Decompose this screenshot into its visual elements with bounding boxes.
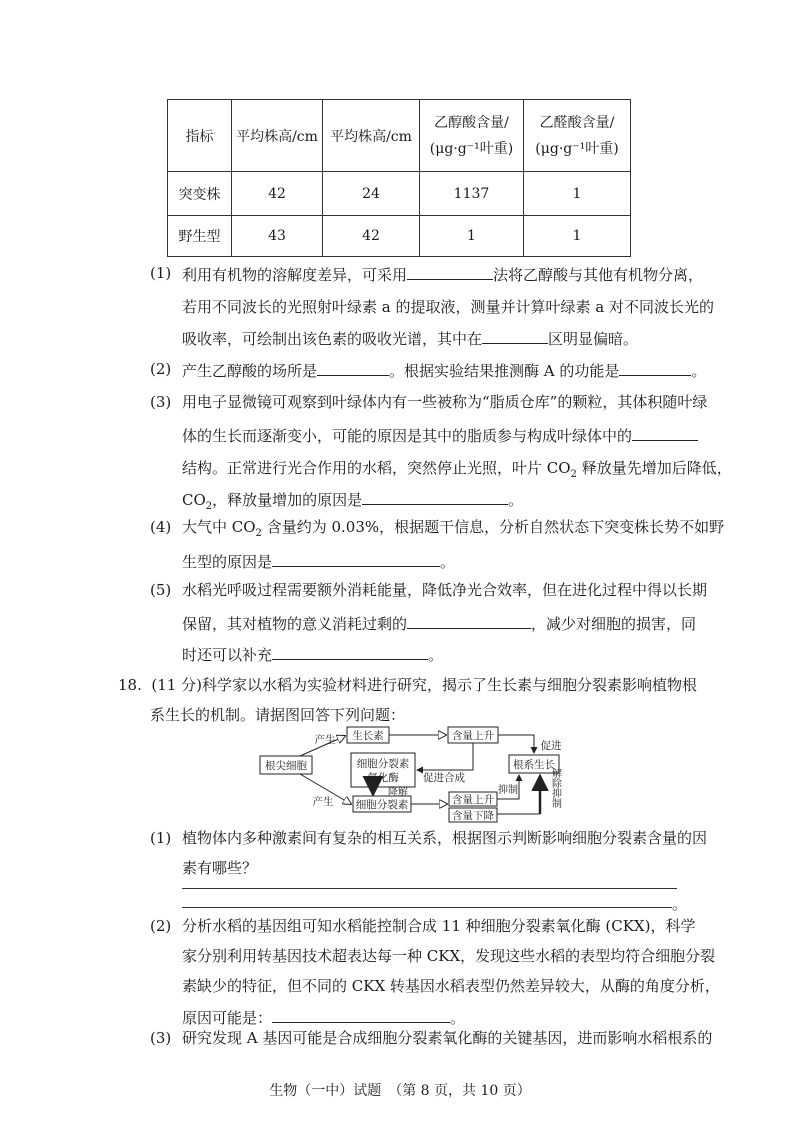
promote-synth-arrow (417, 743, 473, 770)
header-height-1: 平均株高/cm (232, 100, 323, 172)
q18-stem-line2: 系生长的机制。请据图回答下列问题： (150, 706, 406, 724)
produce-label-1: 产生 (314, 734, 336, 746)
q17-p4-line1: 大气中 $CO_2$ 含量约为 0.03%，根据题干信息，分析自然状态下突变株长势不如野 (182, 518, 725, 539)
q18-p3-line1: 研究发现 A 基因可能是合成细胞分裂素氧化酶的关键基因，进而影响水稻根系的 (182, 1029, 713, 1047)
q17-p1-line3: 吸收率，可绘制出该色素的吸收光谱，其中在 区明显偏暗。 (182, 327, 638, 349)
hormone-diagram (255, 722, 575, 832)
q17-p3-line4: $CO_2$，释放量增加的原因是 。 (182, 488, 523, 517)
q18-p2-line3: 素缺少的特征，但不同的 CKX 转基因水稻表型仍然差异较大，从酶的角度分析， (182, 977, 720, 995)
promote-label: 促进 (540, 740, 562, 752)
q18-p2-line2: 家分别利用转基因技术超表达每一种 CKX，发现这些水稻的表型均符合细胞分裂 (182, 947, 716, 965)
q17-p2-line: 产生乙醇酸的场所是 。根据实验结果推测酶 A 的功能是 。 (182, 359, 706, 381)
q18-p2-line4-text: 原因可能是： 。 (182, 1006, 465, 1028)
answer-blank[interactable] (272, 643, 428, 660)
q17-p3-num: (3) (150, 393, 172, 411)
q18-p2-num: (2) (150, 917, 172, 935)
promote-synth-label: 促进合成 (423, 772, 465, 784)
table-cell: 43 (232, 216, 323, 257)
q18-p1-end: 。 (672, 895, 688, 913)
q17-p5-line2: 保留，其对植物的意义消耗过剩的 ，减少对细胞的损害，同 (182, 612, 696, 634)
q18-p3-num: (3) (150, 1029, 172, 1047)
q18-p1-num: (1) (150, 829, 172, 847)
header-glycolate: 乙醇酸含量/ (μg·g⁻¹叶重) (420, 100, 524, 172)
auxin-label: 生长素 (352, 730, 384, 742)
data-table (167, 99, 631, 257)
produce-label-2: 产生 (312, 796, 334, 808)
promote-arrow (498, 735, 534, 753)
content-up-label-1: 含量上升 (452, 730, 494, 742)
root-growth-label: 根系生长 (513, 759, 555, 771)
q17-p5-num: (5) (150, 581, 172, 599)
q17-p5-line1: 水稻光呼吸过程需要额外消耗能量，降低净光合效率，但在进化过程中得以长期 (182, 581, 708, 599)
q17-p3-line3: 结构。正常进行光合作用的水稻，突然停止光照，叶片 $CO_2$ 释放量先增加后降低， (182, 459, 732, 480)
q17-p2-num: (2) (150, 360, 172, 378)
table-row (168, 172, 631, 216)
table-cell: 1 (524, 172, 631, 216)
q18-p1-line1: 植物体内多种激素间有复杂的相互关系，根据图示判断影响细胞分裂素含量的因 (182, 829, 708, 847)
root-cell-label: 根尖细胞 (265, 760, 307, 772)
answer-blank[interactable] (407, 263, 493, 280)
table-cell: 24 (323, 172, 420, 216)
header-indicator: 指标 (168, 100, 232, 172)
answer-blank[interactable] (272, 1006, 450, 1023)
ckx-label-1: 细胞分裂素 (356, 758, 410, 770)
degrade-label: 降解 (388, 787, 408, 798)
table-cell: 野生型 (168, 216, 232, 257)
q17-p3-line2: 体的生长而逐渐变小，可能的原因是其中的脂质参与构成叶绿体中的 (182, 424, 698, 446)
table-row (168, 216, 631, 257)
answer-line[interactable] (182, 888, 677, 889)
table-cell: 42 (323, 216, 420, 257)
answer-line[interactable] (182, 907, 672, 908)
release-inhibit-label: 解除抑制 (549, 768, 561, 808)
table-cell: 1 (524, 216, 631, 257)
q17-p3-line1: 用电子显微镜可观察到叶绿体内有一些被称为“脂质仓库”的颗粒，其体积随叶绿 (182, 393, 708, 411)
q17-p1-line2: 若用不同波长的光照射叶绿素 a 的提取液，测量并计算叶绿素 a 对不同波长光的 (182, 298, 714, 316)
q17-p1-num: (1) (150, 264, 172, 282)
inhibit-label: 抑制 (498, 785, 518, 796)
content-down-label: 含量下降 (452, 810, 494, 822)
cytokinin-label: 细胞分裂素 (355, 799, 409, 811)
q17-p5-line3: 时还可以补充 。 (182, 643, 443, 665)
table-cell: 1 (420, 216, 524, 257)
answer-blank[interactable] (482, 327, 548, 344)
q18-p2-line1: 分析水稻的基因组可知水稻能控制合成 11 种细胞分裂素氧化酶 (CKX)，科学 (182, 917, 696, 935)
q17-p4-num: (4) (150, 518, 172, 536)
header-height-2: 平均株高/cm (323, 100, 420, 172)
page-footer: 生物（一中）试题 （第 8 页，共 10 页） (269, 1083, 531, 1099)
header-glyoxylate: 乙醛酸含量/ (μg·g⁻¹叶重) (524, 100, 631, 172)
answer-blank[interactable] (272, 550, 440, 567)
answer-blank[interactable] (632, 424, 698, 441)
q17-p1-line1: 利用有机物的溶解度差异，可采用 法将乙醇酸与其他有机物分离， (182, 263, 703, 285)
answer-blank[interactable] (317, 359, 389, 376)
answer-blank[interactable] (407, 612, 531, 629)
ckx-label-2: 氧化酶 (367, 772, 399, 784)
q17-p4-line2: 生型的原因是 。 (182, 550, 455, 572)
content-up-label-2: 含量上升 (452, 794, 494, 806)
q18-p1-line2: 素有哪些？ (182, 859, 258, 877)
q18-stem-line1: 18. (11 分)科学家以水稻为实验材料进行研究，揭示了生长素与细胞分裂素影响植物根 (118, 676, 697, 694)
answer-blank[interactable] (619, 359, 691, 376)
table-cell: 1137 (420, 172, 524, 216)
table-cell: 42 (232, 172, 323, 216)
table-cell: 突变株 (168, 172, 232, 216)
answer-blank[interactable] (362, 488, 508, 505)
